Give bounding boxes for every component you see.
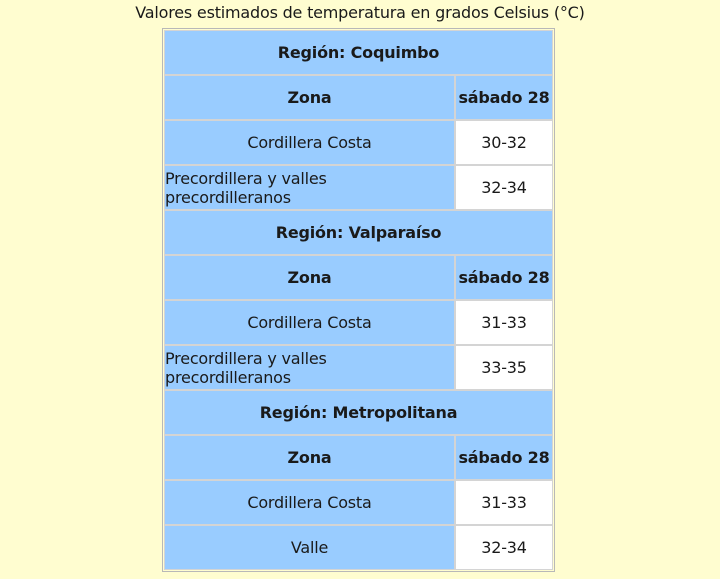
value-cell: 32-34 [455,165,553,210]
zone-cell: Precordillera y valles precordilleranos [164,345,455,390]
table-row [164,345,553,390]
region-title: Región: Valparaíso [164,210,553,255]
value-cell: 31-33 [455,480,553,525]
region-title: Región: Metropolitana [164,390,553,435]
value-cell: 30-32 [455,120,553,165]
column-header-day: sábado 28 [455,435,553,480]
region-row [164,30,553,75]
zone-cell: Cordillera Costa [164,480,455,525]
table-caption: Valores estimados de temperatura en grados Celsius (°C) [135,3,585,22]
column-header-row [164,75,553,120]
zone-cell: Cordillera Costa [164,120,455,165]
temperature-table [162,28,555,572]
table-row [164,300,553,345]
column-header-day: sábado 28 [455,255,553,300]
column-header-zone: Zona [164,75,455,120]
region-row [164,390,553,435]
zone-cell: Precordillera y valles precordilleranos [164,165,455,210]
table-row [164,480,553,525]
zone-cell: Valle [164,525,455,570]
value-cell: 32-34 [455,525,553,570]
column-header-zone: Zona [164,435,455,480]
table-row [164,120,553,165]
value-cell: 33-35 [455,345,553,390]
column-header-day: sábado 28 [455,75,553,120]
zone-cell: Cordillera Costa [164,300,455,345]
value-cell: 31-33 [455,300,553,345]
table-row [164,525,553,570]
region-row [164,210,553,255]
column-header-row [164,255,553,300]
column-header-row [164,435,553,480]
column-header-zone: Zona [164,255,455,300]
table-row [164,165,553,210]
region-title: Región: Coquimbo [164,30,553,75]
